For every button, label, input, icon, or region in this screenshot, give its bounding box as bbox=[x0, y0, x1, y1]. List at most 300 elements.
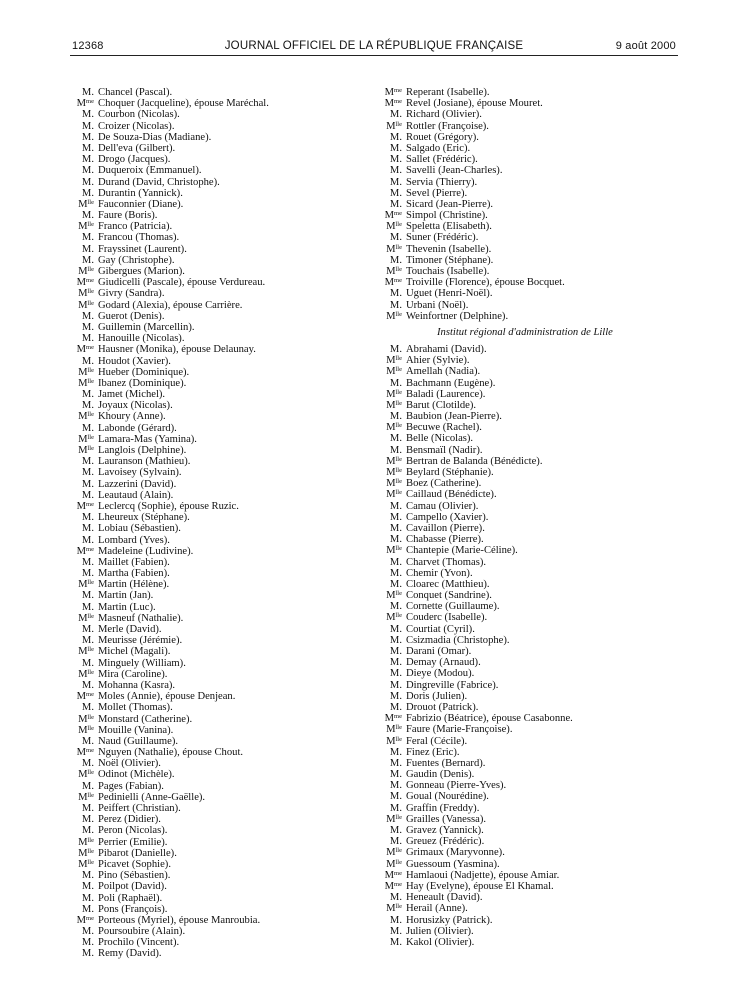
name-entry bbox=[382, 814, 682, 825]
name-entry bbox=[74, 702, 374, 713]
person-name: Rottler (Françoise). bbox=[406, 120, 489, 132]
issue-date: 9 août 2000 bbox=[615, 40, 676, 52]
person-name: Heneault (David). bbox=[406, 892, 483, 904]
civility-title bbox=[382, 210, 402, 221]
civility-title bbox=[74, 792, 94, 803]
civility-suffix: lle bbox=[395, 735, 402, 743]
person-name: Sevel (Pierre). bbox=[406, 187, 468, 199]
name-entry bbox=[382, 98, 682, 109]
civility-letter: M. bbox=[389, 198, 402, 210]
civility-title bbox=[382, 221, 402, 232]
name-entry bbox=[74, 244, 374, 255]
civility-letter: M. bbox=[81, 243, 94, 255]
civility-title bbox=[382, 803, 402, 814]
name-entry bbox=[74, 400, 374, 411]
civility-letter: M bbox=[386, 612, 396, 624]
person-name: Lamara-Mas (Yamina). bbox=[98, 433, 197, 445]
name-entry bbox=[382, 344, 682, 355]
person-name: Richard (Olivier). bbox=[406, 109, 482, 121]
civility-title bbox=[74, 177, 94, 188]
person-name: Naud (Guillaume). bbox=[98, 735, 179, 747]
civility-letter: M. bbox=[389, 131, 402, 143]
person-name: Meurisse (Jérémie). bbox=[98, 635, 183, 647]
name-entry bbox=[74, 680, 374, 691]
name-entry bbox=[74, 915, 374, 926]
civility-title bbox=[74, 434, 94, 445]
name-entry bbox=[382, 478, 682, 489]
person-name: Julien (Olivier). bbox=[406, 925, 474, 937]
civility-title bbox=[74, 546, 94, 557]
name-entry bbox=[74, 758, 374, 769]
person-name: Leclercq (Sophie), épouse Ruzic. bbox=[98, 500, 239, 512]
civility-suffix: me bbox=[86, 277, 94, 285]
civility-letter: M. bbox=[389, 534, 402, 546]
name-entry bbox=[74, 423, 374, 434]
civility-letter: M bbox=[78, 579, 88, 591]
civility-title bbox=[74, 221, 94, 232]
civility-letter: M bbox=[386, 903, 396, 915]
civility-title bbox=[74, 725, 94, 736]
civility-title bbox=[74, 769, 94, 780]
civility-letter: M. bbox=[389, 780, 402, 792]
person-name: Masneuf (Nathalie). bbox=[98, 612, 184, 624]
civility-letter: M bbox=[78, 858, 88, 870]
name-entry bbox=[74, 456, 374, 467]
civility-title bbox=[382, 769, 402, 780]
name-entry bbox=[74, 177, 374, 188]
civility-suffix: lle bbox=[395, 120, 402, 128]
person-name: Frayssinet (Laurent). bbox=[98, 243, 187, 255]
person-name: Becuwe (Rachel). bbox=[406, 422, 482, 434]
person-name: Joyaux (Nicolas). bbox=[98, 400, 173, 412]
civility-title bbox=[74, 814, 94, 825]
civility-title bbox=[74, 154, 94, 165]
civility-title bbox=[74, 590, 94, 601]
name-entry bbox=[74, 199, 374, 210]
civility-suffix: me bbox=[86, 344, 94, 352]
name-entry bbox=[74, 814, 374, 825]
person-name: Grimaux (Maryvonne). bbox=[406, 847, 505, 859]
civility-title bbox=[382, 489, 402, 500]
civility-letter: M. bbox=[81, 814, 94, 826]
person-name: Durand (David, Christophe). bbox=[98, 176, 220, 188]
civility-letter: M. bbox=[389, 746, 402, 758]
civility-suffix: lle bbox=[395, 590, 402, 598]
person-name: Givry (Sandra). bbox=[98, 288, 165, 300]
civility-title bbox=[74, 244, 94, 255]
person-name: Choquer (Jacqueline), épouse Maréchal. bbox=[98, 98, 269, 110]
civility-letter: M bbox=[78, 198, 88, 210]
person-name: Moles (Annie), épouse Denjean. bbox=[98, 691, 236, 703]
person-name: Ibanez (Dominique). bbox=[98, 377, 187, 389]
civility-title bbox=[382, 534, 402, 545]
name-entry bbox=[382, 557, 682, 568]
civility-suffix: lle bbox=[87, 713, 94, 721]
person-name: Poursoubire (Alain). bbox=[98, 926, 186, 938]
civility-suffix: lle bbox=[395, 355, 402, 363]
civility-letter: M. bbox=[81, 512, 94, 524]
civility-letter: M bbox=[386, 545, 396, 557]
person-name: Perrier (Emilie). bbox=[98, 836, 168, 848]
civility-letter: M. bbox=[81, 489, 94, 501]
civility-letter: M bbox=[78, 366, 88, 378]
civility-title bbox=[74, 646, 94, 657]
person-name: Michel (Magali). bbox=[98, 646, 171, 658]
civility-title bbox=[382, 601, 402, 612]
civility-title bbox=[382, 400, 402, 411]
civility-letter: M bbox=[384, 277, 395, 289]
name-entry bbox=[382, 791, 682, 802]
person-name: Hamlaoui (Nadjette), épouse Amiar. bbox=[406, 869, 560, 881]
civility-letter: M bbox=[76, 747, 87, 759]
civility-letter: M bbox=[76, 344, 87, 356]
name-entry bbox=[382, 422, 682, 433]
civility-suffix: lle bbox=[395, 813, 402, 821]
civility-suffix: lle bbox=[87, 858, 94, 866]
name-entry bbox=[74, 881, 374, 892]
person-name: Campello (Xavier). bbox=[406, 511, 489, 523]
person-name: Pons (François). bbox=[98, 903, 168, 915]
person-name: Khoury (Anne). bbox=[98, 411, 166, 423]
person-name: Picavet (Sophie). bbox=[98, 858, 171, 870]
civility-title bbox=[74, 512, 94, 523]
civility-letter: M. bbox=[389, 154, 402, 166]
civility-title bbox=[382, 881, 402, 892]
name-entry bbox=[382, 221, 682, 232]
person-name: Courtiat (Cyril). bbox=[406, 623, 475, 635]
civility-letter: M bbox=[386, 399, 396, 411]
civility-suffix: me bbox=[394, 87, 402, 94]
civility-title bbox=[74, 870, 94, 881]
civility-letter: M bbox=[78, 646, 88, 658]
civility-letter: M. bbox=[81, 534, 94, 546]
civility-letter: M. bbox=[389, 567, 402, 579]
civility-suffix: lle bbox=[87, 646, 94, 654]
name-entry bbox=[382, 132, 682, 143]
civility-title bbox=[382, 344, 402, 355]
civility-title bbox=[382, 300, 402, 311]
person-name: Peiffert (Christian). bbox=[98, 803, 181, 814]
civility-title bbox=[74, 165, 94, 176]
name-entry bbox=[382, 847, 682, 858]
civility-title bbox=[74, 837, 94, 848]
civility-title bbox=[382, 389, 402, 400]
name-entry bbox=[382, 859, 682, 870]
civility-letter: M. bbox=[81, 601, 94, 613]
civility-title bbox=[382, 657, 402, 668]
civility-letter: M bbox=[386, 355, 396, 367]
name-entry bbox=[74, 367, 374, 378]
name-entry bbox=[382, 803, 682, 814]
civility-title bbox=[74, 523, 94, 534]
civility-title bbox=[382, 266, 402, 277]
person-name: Nguyen (Nathalie), épouse Chout. bbox=[98, 747, 244, 759]
civility-suffix: lle bbox=[395, 399, 402, 407]
civility-letter: M bbox=[76, 277, 87, 289]
name-entry bbox=[382, 568, 682, 579]
name-entry bbox=[74, 926, 374, 937]
civility-title bbox=[382, 154, 402, 165]
civility-letter: M. bbox=[389, 634, 402, 646]
name-entry bbox=[382, 758, 682, 769]
civility-letter: M. bbox=[81, 881, 94, 893]
civility-suffix: me bbox=[394, 98, 402, 106]
civility-title bbox=[382, 512, 402, 523]
person-name: Suner (Frédéric). bbox=[406, 232, 479, 244]
civility-suffix: lle bbox=[87, 612, 94, 620]
name-entry bbox=[74, 691, 374, 702]
civility-letter: M. bbox=[81, 142, 94, 154]
name-entry bbox=[382, 378, 682, 389]
person-name: Belle (Nicolas). bbox=[406, 433, 474, 445]
civility-title bbox=[74, 344, 94, 355]
civility-title bbox=[74, 288, 94, 299]
name-entry bbox=[382, 635, 682, 646]
name-entry bbox=[382, 612, 682, 623]
civility-letter: M. bbox=[81, 735, 94, 747]
civility-title bbox=[74, 747, 94, 758]
civility-letter: M bbox=[386, 455, 396, 467]
civility-suffix: me bbox=[394, 869, 402, 877]
civility-letter: M. bbox=[389, 176, 402, 188]
civility-letter: M bbox=[76, 545, 87, 557]
name-entry bbox=[382, 736, 682, 747]
civility-title bbox=[74, 937, 94, 948]
civility-suffix: lle bbox=[395, 221, 402, 229]
civility-title bbox=[74, 300, 94, 311]
person-name: Dell'eva (Gilbert). bbox=[98, 142, 176, 154]
civility-letter: M. bbox=[81, 657, 94, 669]
name-entry bbox=[74, 837, 374, 848]
civility-title bbox=[382, 478, 402, 489]
civility-title bbox=[382, 557, 402, 568]
civility-title bbox=[382, 624, 402, 635]
name-entry bbox=[74, 669, 374, 680]
name-entry bbox=[382, 825, 682, 836]
civility-letter: M. bbox=[81, 467, 94, 479]
civility-letter: M bbox=[386, 724, 396, 736]
civility-suffix: me bbox=[394, 210, 402, 218]
person-name: Caillaud (Bénédicte). bbox=[406, 489, 497, 501]
civility-letter: M bbox=[386, 858, 396, 870]
person-name: Martin (Hélène). bbox=[98, 579, 170, 591]
person-name: Csizmadia (Christophe). bbox=[406, 634, 510, 646]
person-name: Prochilo (Vincent). bbox=[98, 937, 180, 949]
civility-suffix: lle bbox=[87, 724, 94, 732]
person-name: Lavoisey (Sylvain). bbox=[98, 467, 182, 479]
person-name: Monstard (Catherine). bbox=[98, 713, 193, 725]
civility-title bbox=[382, 702, 402, 713]
civility-title bbox=[74, 266, 94, 277]
person-name: Merle (David). bbox=[98, 624, 162, 635]
civility-title bbox=[382, 825, 402, 836]
person-name: Giudicelli (Pascale), épouse Verdureau. bbox=[98, 277, 266, 289]
civility-title bbox=[74, 356, 94, 367]
person-name: Chemir (Yvon). bbox=[406, 567, 473, 579]
civility-letter: M bbox=[78, 445, 88, 456]
civility-suffix: lle bbox=[87, 299, 94, 307]
civility-title bbox=[74, 881, 94, 892]
name-entry bbox=[382, 277, 682, 288]
civility-title bbox=[74, 859, 94, 870]
civility-letter: M bbox=[386, 489, 396, 501]
civility-title bbox=[382, 736, 402, 747]
name-entry bbox=[382, 534, 682, 545]
name-entry bbox=[382, 903, 682, 914]
person-name: Minguely (William). bbox=[98, 657, 186, 669]
name-entry bbox=[382, 445, 682, 456]
civility-suffix: lle bbox=[395, 847, 402, 855]
civility-suffix: me bbox=[394, 880, 402, 888]
name-entry bbox=[74, 825, 374, 836]
name-entry bbox=[382, 109, 682, 120]
civility-letter: M. bbox=[81, 702, 94, 714]
civility-suffix: me bbox=[86, 691, 94, 699]
person-name: Pino (Sébastien). bbox=[98, 870, 171, 882]
person-name: Hausner (Monika), épouse Delaunay. bbox=[98, 344, 256, 356]
name-entry bbox=[382, 355, 682, 366]
name-entry bbox=[74, 747, 374, 758]
civility-title bbox=[382, 870, 402, 881]
civility-letter: M. bbox=[389, 769, 402, 781]
civility-title bbox=[74, 557, 94, 568]
person-name: Perez (Didier). bbox=[98, 814, 161, 826]
civility-title bbox=[382, 121, 402, 132]
name-entry bbox=[74, 467, 374, 478]
person-name: Feral (Cécile). bbox=[406, 735, 468, 747]
person-name: Doris (Julien). bbox=[406, 690, 468, 702]
person-name: Touchais (Isabelle). bbox=[406, 266, 490, 277]
person-name: Ahier (Sylvie). bbox=[406, 355, 470, 367]
civility-letter: M. bbox=[389, 254, 402, 266]
civility-title bbox=[74, 613, 94, 624]
person-name: Durantin (Yannick). bbox=[98, 187, 183, 199]
name-entry bbox=[382, 523, 682, 534]
civility-title bbox=[382, 635, 402, 646]
civility-title bbox=[382, 859, 402, 870]
person-name: Courbon (Nicolas). bbox=[98, 109, 180, 121]
civility-letter: M. bbox=[389, 109, 402, 121]
civility-title bbox=[382, 646, 402, 657]
civility-letter: M. bbox=[81, 903, 94, 915]
name-entry bbox=[74, 937, 374, 948]
person-name: De Souza-Dias (Madiane). bbox=[98, 131, 212, 143]
civility-title bbox=[74, 232, 94, 243]
civility-title bbox=[74, 691, 94, 702]
name-entry bbox=[382, 188, 682, 199]
civility-title bbox=[74, 736, 94, 747]
civility-title bbox=[382, 780, 402, 791]
person-name: Simpol (Christine). bbox=[406, 210, 488, 222]
civility-title bbox=[382, 568, 402, 579]
civility-letter: M bbox=[386, 813, 396, 825]
person-name: Boez (Catherine). bbox=[406, 478, 482, 490]
person-name: Odinot (Michèle). bbox=[98, 769, 175, 781]
person-name: Maillet (Fabien). bbox=[98, 556, 170, 568]
name-entry bbox=[382, 724, 682, 735]
name-entry bbox=[382, 456, 682, 467]
name-entry bbox=[74, 490, 374, 501]
civility-letter: M. bbox=[389, 411, 402, 423]
civility-letter: M bbox=[386, 310, 396, 322]
name-entry bbox=[74, 389, 374, 400]
person-name: Pages (Fabian). bbox=[98, 780, 164, 792]
name-entry bbox=[382, 892, 682, 903]
civility-title bbox=[382, 847, 402, 858]
civility-title bbox=[382, 691, 402, 702]
name-entry bbox=[74, 803, 374, 814]
civility-letter: M bbox=[78, 411, 88, 423]
person-name: Finez (Eric). bbox=[406, 746, 460, 758]
civility-letter: M bbox=[78, 791, 88, 803]
civility-title bbox=[382, 758, 402, 769]
person-name: Drogo (Jacques). bbox=[98, 154, 171, 166]
name-entry bbox=[74, 792, 374, 803]
civility-title bbox=[74, 926, 94, 937]
civility-letter: M bbox=[386, 243, 396, 255]
civility-title bbox=[382, 132, 402, 143]
person-name: Guerot (Denis). bbox=[98, 310, 165, 322]
name-entry bbox=[74, 210, 374, 221]
name-entry bbox=[382, 389, 682, 400]
civility-letter: M bbox=[76, 98, 87, 110]
name-entry bbox=[74, 904, 374, 915]
person-name: Lazzerini (David). bbox=[98, 478, 177, 490]
person-name: Remy (David). bbox=[98, 948, 162, 960]
civility-letter: M. bbox=[389, 511, 402, 523]
civility-title bbox=[74, 669, 94, 680]
person-name: Abrahami (David). bbox=[406, 343, 487, 355]
person-name: Porteous (Myriel), épouse Manroubia. bbox=[98, 914, 261, 926]
name-entry bbox=[74, 893, 374, 904]
civility-letter: M. bbox=[389, 925, 402, 937]
person-name: Langlois (Delphine). bbox=[98, 445, 187, 456]
civility-suffix: me bbox=[86, 545, 94, 553]
name-entry bbox=[74, 479, 374, 490]
person-name: Sallet (Frédéric). bbox=[406, 154, 478, 166]
person-name: Chabasse (Pierre). bbox=[406, 534, 484, 546]
person-name: Bachmann (Eugène). bbox=[406, 377, 496, 389]
civility-title bbox=[382, 579, 402, 590]
civility-title bbox=[382, 456, 402, 467]
civility-title bbox=[382, 713, 402, 724]
person-name: Couderc (Isabelle). bbox=[406, 612, 488, 624]
civility-letter: M bbox=[78, 288, 88, 300]
person-name: Reperant (Isabelle). bbox=[406, 87, 490, 98]
civility-suffix: me bbox=[86, 914, 94, 922]
name-entry bbox=[74, 635, 374, 646]
person-name: Poli (Raphaël). bbox=[98, 892, 163, 904]
civility-suffix: lle bbox=[395, 467, 402, 474]
person-name: Weinfortner (Delphine). bbox=[406, 310, 509, 322]
person-name: Dieye (Modou). bbox=[406, 668, 475, 680]
person-name: Lheureux (Stéphane). bbox=[98, 512, 190, 524]
name-entry bbox=[382, 199, 682, 210]
civility-letter: M bbox=[384, 98, 395, 110]
civility-title bbox=[74, 87, 94, 98]
name-entry bbox=[74, 109, 374, 120]
civility-letter: M bbox=[386, 366, 396, 378]
civility-title bbox=[382, 937, 402, 948]
civility-letter: M. bbox=[81, 109, 94, 121]
name-entry bbox=[382, 300, 682, 311]
civility-letter: M. bbox=[81, 176, 94, 188]
civility-title bbox=[74, 389, 94, 400]
civility-title bbox=[74, 199, 94, 210]
name-entry bbox=[74, 948, 374, 959]
civility-title bbox=[382, 612, 402, 623]
civility-suffix: lle bbox=[87, 769, 94, 777]
